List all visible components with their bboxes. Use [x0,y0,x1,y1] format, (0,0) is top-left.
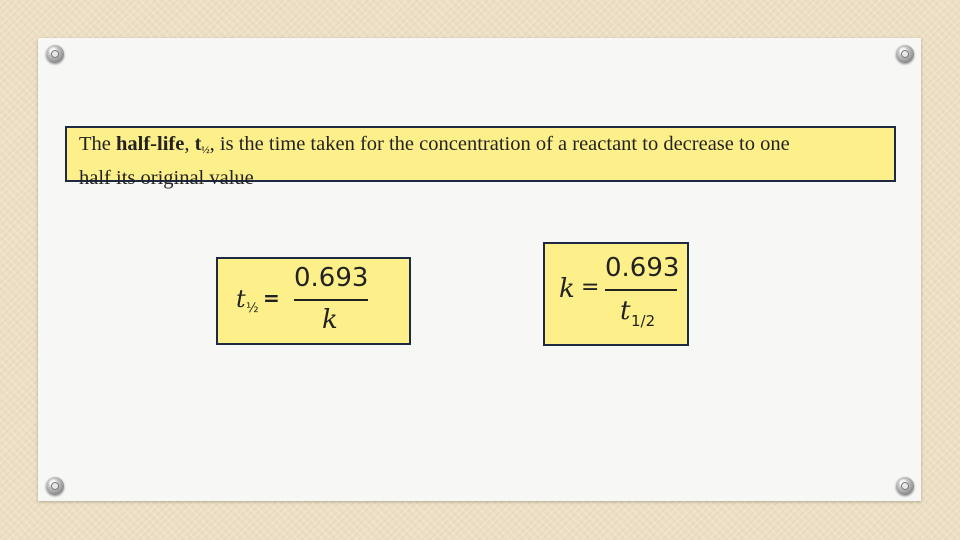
formula-denominator-variable: t [620,296,631,326]
half-life-definition-box [65,126,896,189]
formula-equals-sign: = [581,275,600,300]
half-life-formula-box [216,257,411,345]
fraction-bar [605,289,677,291]
definition-symbol: t [194,133,202,155]
pushpin-icon [896,45,914,63]
formula-denominator: k [322,305,338,335]
definition-text-line1: , is the time taken for the concentration of a reactant to decrease to one [209,133,790,155]
pushpin-icon [896,477,914,495]
pushpin-icon [46,477,64,495]
formula-denominator-subscript: 1/2 [631,312,656,330]
formula-numerator: 0.693 [294,263,369,293]
rate-constant-formula-box [543,242,689,346]
slide-card [38,38,921,501]
definition-text-line2: half its original value [79,167,254,189]
formula-lhs-variable: k [559,274,575,304]
definition-comma: , [184,133,195,155]
definition-prefix: The [79,133,116,155]
fraction-bar [294,299,368,301]
formula-lhs-subscript: ½ [246,301,259,316]
definition-symbol-subscript: ½ [201,144,210,156]
formula-numerator: 0.693 [605,253,680,283]
formula-lhs-variable: t [236,285,246,313]
pushpin-icon [46,45,64,63]
definition-term: half-life [116,133,185,155]
formula-equals-sign: = [263,286,280,310]
